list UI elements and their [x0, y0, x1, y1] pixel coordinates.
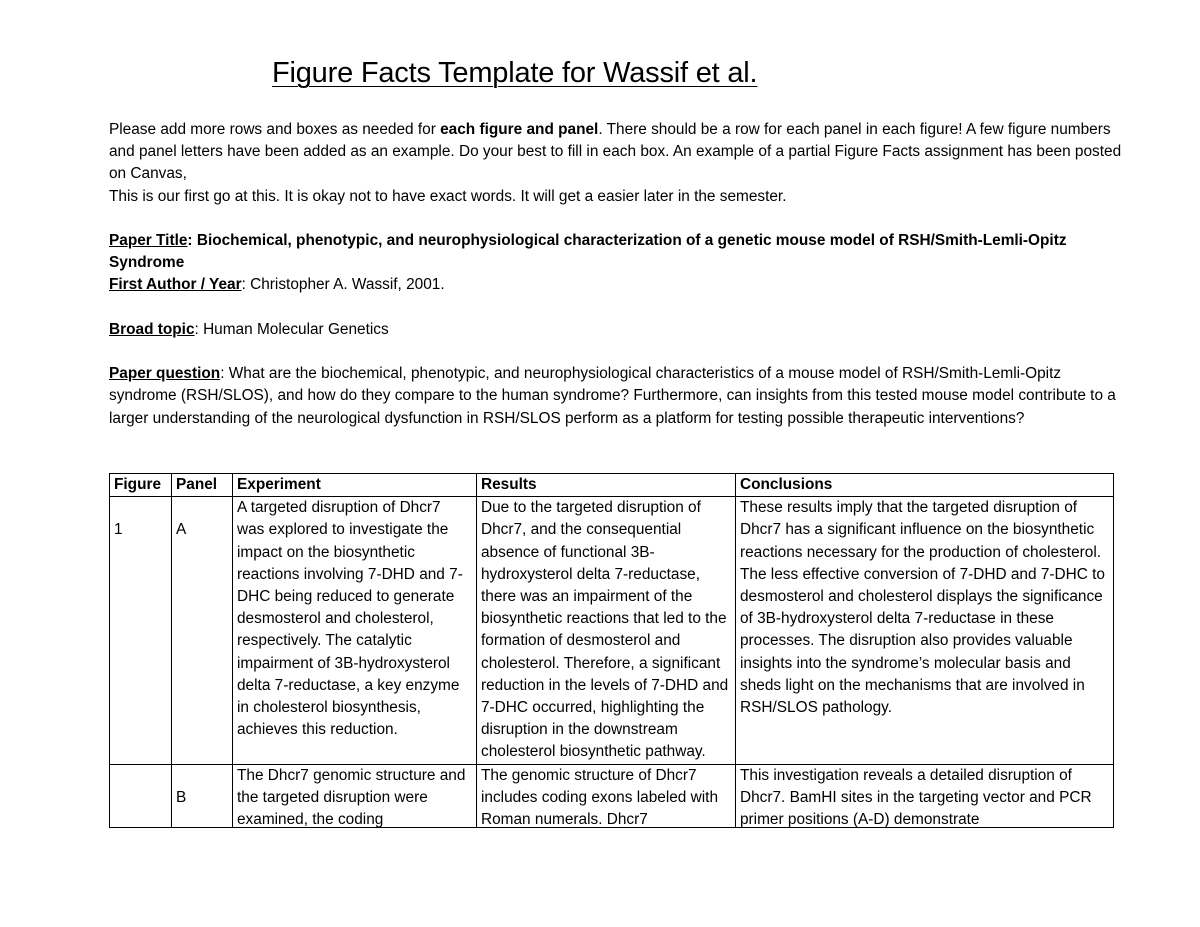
figure-number: 1: [114, 521, 123, 539]
instructions-paragraph: [109, 119, 1129, 186]
paper-title-value: : Biochemical, phenotypic, and neurophysiological characterization of a genetic mouse model of RSH/Smith-Lemli-Opitz Syndrome: [109, 232, 1067, 272]
broad-topic-value: : Human Molecular Genetics: [194, 320, 389, 338]
paper-question-label: Paper question: [109, 365, 221, 383]
broad-topic-line: [109, 319, 1129, 341]
instructions-text-continued: . There should be a row for each panel in each figure! A few figure numbers and panel letters have been added as an example. Do your best to fill in each box. An example of a partial Figure Facts assignment has been posted on Canvas,: [109, 121, 1122, 183]
paper-title-label: Paper Title: [109, 232, 188, 249]
conclusions-text: This investigation reveals a detailed disruption of Dhcr7. BamHI sites in the targeting vector and PCR primer positions (A-D) demonstrate: [740, 766, 1092, 827]
document-body: [109, 119, 1129, 430]
panel-letter: B: [176, 788, 187, 806]
header-panel: Panel: [172, 474, 233, 497]
table-header-row: [110, 474, 1114, 497]
table-row: [110, 497, 1114, 764]
instructions-note: This is our first go at this. It is okay not to have exact words. It will get a easier later in the semester.: [109, 187, 787, 205]
panel-letter: A: [176, 521, 187, 539]
conclusions-cell[interactable]: [736, 764, 1114, 827]
broad-topic-label: Broad topic: [109, 320, 195, 338]
results-cell[interactable]: Due to the targeted disruption of Dhcr7, and the consequential absence of functional 3B-hydroxysterol delta 7-reductase, there was an impairment of the biosynthetic reactions that led to the formation of desmosterol and cholesterol. Therefore, a significant reduction in the levels of 7-DHD and 7-DHC occurred, highlighting the disruption in the downstream cholesterol biosynthetic pathway.: [477, 497, 736, 764]
header-figure: Figure: [110, 474, 172, 497]
header-experiment: Experiment: [233, 474, 477, 497]
first-author-label: First Author / Year: [109, 276, 242, 294]
paper-question-value: : What are the biochemical, phenotypic, and neurophysiological characteristics of a mouse model of RSH/Smith-Lemli-Opitz syndrome (RSH/SLOS), and how do they compare to the human syndrome? Furthermore, can insights from this tested mouse model contribute to a larger understanding of the neurological dysfunction in RSH/SLOS perform as a platform for testing possible therapeutic interventions?: [109, 365, 1116, 427]
conclusions-cell[interactable]: These results imply that the targeted disruption of Dhcr7 has a significant influence on the biosynthetic reactions necessary for the production of cholesterol. The less effective conversion of 7-DHD and 7-DHC to desmosterol and cholesterol displays the significance of 3B-hydroxysterol delta 7-reductase in these processes. The disruption also provides valuable insights into the syndrome’s molecular basis and sheds light on the mechanisms that are involved in RSH/SLOS pathology.: [736, 497, 1114, 764]
figure-facts-table: [109, 473, 1114, 828]
figure-cell[interactable]: [110, 764, 172, 827]
results-cell[interactable]: [477, 764, 736, 827]
panel-cell[interactable]: [172, 764, 233, 827]
page-title: Figure Facts Template for Wassif et al.: [272, 57, 758, 89]
instructions-emphasis: each figure and panel: [440, 121, 599, 138]
experiment-text: The Dhcr7 genomic structure and the targeted disruption were examined, the coding: [237, 766, 466, 827]
paper-title-line: [109, 230, 1129, 274]
header-conclusions: Conclusions: [736, 474, 1114, 497]
results-text: The genomic structure of Dhcr7 includes coding exons labeled with Roman numerals. Dhcr7: [481, 766, 718, 827]
experiment-cell[interactable]: A targeted disruption of Dhcr7 was explored to investigate the impact on the biosynthetic reactions involving 7-DHD and 7-DHC being reduced to generate desmosterol and cholesterol, respectively. The catalytic impairment of 3B-hydroxysterol delta 7-reductase, a key enzyme in cholesterol biosynthesis, achieves this reduction.: [233, 497, 477, 764]
first-author-value: : Christopher A. Wassif, 2001.: [241, 276, 445, 294]
header-results: Results: [477, 474, 736, 497]
paper-question-line: [109, 363, 1129, 430]
experiment-cell[interactable]: [233, 764, 477, 827]
figure-cell[interactable]: [110, 497, 172, 764]
instructions-text: Please add more rows and boxes as needed for: [109, 121, 441, 138]
table-row: [110, 764, 1114, 827]
first-author-line: [109, 274, 1129, 296]
panel-cell[interactable]: [172, 497, 233, 764]
